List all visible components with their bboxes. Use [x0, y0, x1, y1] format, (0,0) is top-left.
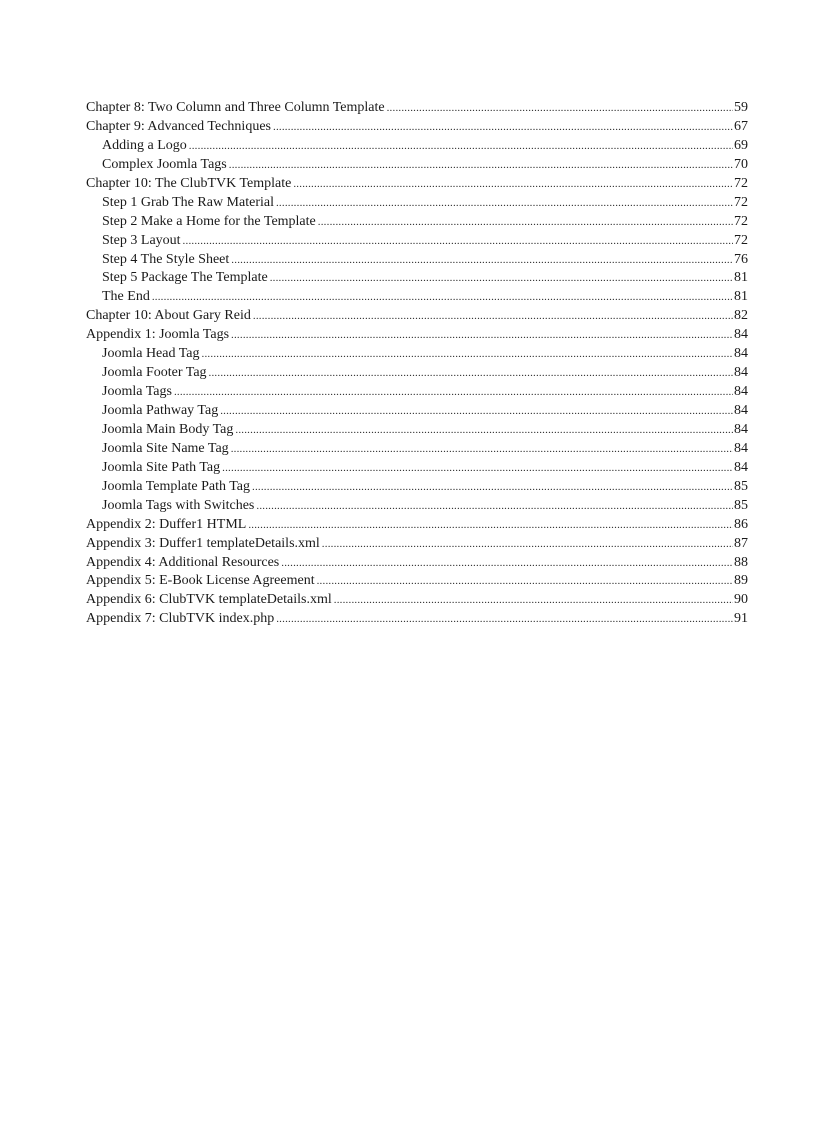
toc-dot-leader: [253, 307, 733, 326]
toc-entry-title: Chapter 10: About Gary Reid: [86, 308, 251, 324]
toc-entry-title: Step 3 Layout: [102, 232, 181, 248]
toc-dot-leader: [334, 591, 733, 610]
toc-page-number: 59: [734, 100, 748, 115]
toc-dot-leader: [256, 497, 733, 516]
toc-dot-leader: [273, 118, 733, 137]
toc-entry[interactable]: [86, 535, 748, 554]
toc-dot-leader: [322, 535, 733, 554]
toc-page-number: 72: [734, 213, 748, 229]
toc-entry-title: Appendix 3: Duffer1 templateDetails.xml: [86, 535, 320, 551]
toc-entry[interactable]: [86, 364, 748, 383]
toc-page-number: 69: [734, 137, 748, 153]
toc-page-number: 87: [734, 535, 748, 551]
toc-page-number: 85: [734, 497, 748, 513]
toc-dot-leader: [209, 364, 733, 383]
toc-entry-title: Joomla Site Path Tag: [102, 459, 221, 475]
toc-entry[interactable]: [86, 232, 748, 251]
toc-entry-title: Joomla Tags: [102, 384, 172, 400]
toc-entry-title: Joomla Footer Tag: [102, 365, 207, 381]
toc-entry[interactable]: [86, 288, 748, 307]
toc-entry-title: Chapter 9: Advanced Techniques: [86, 118, 271, 134]
toc-entry-title: Appendix 2: Duffer1 HTML: [86, 516, 247, 532]
toc-page-number: 84: [734, 365, 748, 381]
toc-entry[interactable]: [86, 251, 748, 270]
toc-entry-title: Complex Joomla Tags: [102, 156, 227, 172]
toc-page-number: 84: [734, 384, 748, 400]
toc-page-number: 85: [734, 478, 748, 494]
toc-dot-leader: [152, 288, 733, 307]
toc-entry-title: Appendix 5: E-Book License Agreement: [86, 573, 315, 589]
toc-page-number: 84: [734, 346, 748, 362]
toc-entry-title: Joomla Pathway Tag: [102, 403, 219, 418]
toc-dot-leader: [231, 440, 733, 459]
toc-entry[interactable]: [86, 610, 748, 629]
toc-entry-title: Joomla Tags with Switches: [102, 497, 255, 513]
toc-dot-leader: [174, 383, 733, 402]
toc-entry[interactable]: [86, 269, 748, 288]
toc-entry-title: Joomla Head Tag: [102, 346, 200, 362]
toc-dot-leader: [231, 326, 733, 345]
toc-page-number: 81: [734, 270, 748, 286]
toc-entry[interactable]: [86, 383, 748, 402]
toc-entry-title: Step 5 Package The Template: [102, 270, 268, 286]
toc-page-number: 67: [734, 118, 748, 134]
toc-page-number: 84: [734, 459, 748, 475]
toc-dot-leader: [231, 251, 733, 270]
toc-entry[interactable]: [86, 213, 748, 232]
toc-dot-leader: [276, 610, 733, 629]
toc-page-number: 76: [734, 251, 748, 267]
toc-dot-leader: [220, 402, 733, 421]
toc-page-number: 72: [734, 175, 748, 191]
toc-entry-title: Joomla Template Path Tag: [102, 478, 250, 494]
toc-entry[interactable]: [86, 516, 748, 535]
toc-dot-leader: [252, 478, 733, 497]
toc-dot-leader: [387, 99, 733, 118]
toc-entry[interactable]: [86, 402, 748, 421]
toc-entry[interactable]: [86, 118, 748, 137]
toc-dot-leader: [235, 421, 733, 440]
toc-entry[interactable]: [86, 591, 748, 610]
toc-page-number: 90: [734, 592, 748, 608]
toc-dot-leader: [293, 175, 733, 194]
toc-entry[interactable]: [86, 137, 748, 156]
toc-dot-leader: [270, 269, 733, 288]
toc-page-number: 89: [734, 573, 748, 589]
toc-dot-leader: [183, 232, 733, 251]
toc-dot-leader: [317, 572, 733, 591]
toc-page-number: 84: [734, 421, 748, 437]
toc-page-number: 91: [734, 611, 748, 627]
toc-entry[interactable]: [86, 156, 748, 175]
toc-dot-leader: [229, 156, 733, 175]
toc-dot-leader: [276, 194, 733, 213]
toc-page-number: 81: [734, 289, 748, 305]
toc-page-number: 84: [734, 327, 748, 343]
toc-page-number: 88: [734, 554, 748, 570]
toc-entry-title: Step 4 The Style Sheet: [102, 251, 230, 267]
toc-entry-title: Appendix 1: Joomla Tags: [86, 327, 230, 343]
toc-page-number: 82: [734, 308, 748, 324]
toc-entry-title: Adding a Logo: [102, 137, 187, 153]
table-of-contents: [86, 99, 748, 629]
toc-page-number: 72: [734, 232, 748, 248]
toc-entry-title: Appendix 4: Additional Resources: [86, 554, 280, 570]
toc-entry-title: Chapter 10: The ClubTVK Template: [86, 175, 292, 191]
toc-dot-leader: [189, 137, 733, 156]
toc-entry[interactable]: [86, 572, 748, 591]
toc-entry-title: Step 1 Grab The Raw Material: [102, 194, 274, 210]
toc-dot-leader: [248, 516, 733, 535]
toc-entry[interactable]: [86, 99, 748, 118]
toc-entry[interactable]: [86, 497, 748, 516]
toc-entry[interactable]: [86, 459, 748, 478]
toc-dot-leader: [318, 213, 733, 232]
toc-entry[interactable]: [86, 421, 748, 440]
toc-page-number: 72: [734, 194, 748, 210]
toc-entry[interactable]: [86, 326, 748, 345]
toc-entry[interactable]: [86, 478, 748, 497]
toc-entry-title: Appendix 6: ClubTVK templateDetails.xml: [86, 592, 332, 608]
toc-entry[interactable]: [86, 175, 748, 194]
toc-entry[interactable]: [86, 440, 748, 459]
toc-entry[interactable]: [86, 307, 748, 326]
toc-page-number: 70: [734, 156, 748, 172]
toc-entry-title: Appendix 7: ClubTVK index.php: [86, 611, 275, 627]
toc-entry-title: Chapter 8: Two Column and Three Column Template: [86, 100, 385, 115]
toc-dot-leader: [202, 345, 733, 364]
toc-entry[interactable]: [86, 554, 748, 573]
toc-page-number: 84: [734, 440, 748, 456]
toc-entry-title: Step 2 Make a Home for the Template: [102, 213, 316, 229]
toc-page-number: 84: [734, 403, 748, 418]
toc-entry-title: The End: [102, 289, 150, 305]
toc-entry[interactable]: [86, 345, 748, 364]
toc-dot-leader: [281, 554, 733, 573]
toc-entry[interactable]: [86, 194, 748, 213]
toc-entry-title: Joomla Site Name Tag: [102, 440, 229, 456]
toc-page-number: 86: [734, 516, 748, 532]
toc-entry-title: Joomla Main Body Tag: [102, 421, 234, 437]
toc-dot-leader: [222, 459, 733, 478]
